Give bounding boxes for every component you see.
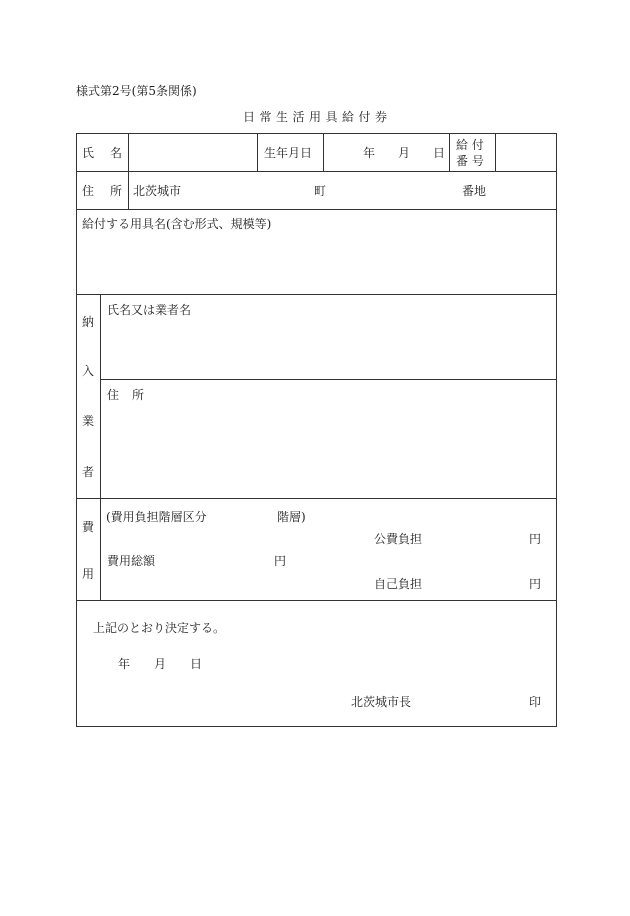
banchi-suffix: 番地 [462, 184, 487, 198]
public-burden-unit: 円 [529, 532, 542, 546]
address-label-1: 住 [82, 184, 95, 198]
mayor-title: 北茨城市長 [351, 695, 412, 709]
vendor-side-char-1: 納 [82, 315, 95, 329]
birth-value-divider [323, 133, 324, 171]
vendor-address-label-2: 所 [132, 388, 145, 402]
cost-bracket-label: (費用負担階層区分 [106, 510, 207, 524]
city-name: 北茨城市 [133, 184, 182, 198]
vendor-name-label: 氏名又は業者名 [107, 303, 192, 317]
total-cost-unit: 円 [274, 554, 287, 568]
row-divider-4 [76, 498, 557, 499]
cost-side-char-2: 用 [82, 567, 95, 581]
birth-label: 生年月日 [264, 146, 313, 160]
birth-col-divider [257, 133, 258, 171]
seal-mark: 印 [529, 695, 542, 709]
self-burden-label: 自己負担 [374, 577, 423, 591]
address-label-2: 所 [110, 184, 123, 198]
vendor-side-char-3: 業 [82, 414, 95, 428]
decision-year: 年 [118, 657, 131, 671]
self-burden-unit: 円 [529, 577, 542, 591]
public-burden-label: 公費負担 [374, 532, 423, 546]
town-suffix: 町 [314, 184, 327, 198]
birth-year: 年 [363, 146, 376, 160]
row-divider-2 [76, 209, 557, 210]
row-divider-5 [76, 600, 557, 601]
number-label-1: 給 付 [456, 138, 484, 152]
row-divider-3 [76, 294, 557, 295]
cost-bracket-close: 階層) [277, 510, 306, 524]
vendor-address-label-1: 住 [107, 388, 120, 402]
decision-statement: 上記のとおり決定する。 [93, 621, 226, 635]
total-cost-label: 費用総額 [107, 554, 156, 568]
vendor-side-char-4: 者 [82, 465, 95, 479]
name-label-1: 氏 [82, 146, 95, 160]
vendor-side-char-2: 入 [82, 364, 95, 378]
birth-month: 月 [398, 146, 411, 160]
name-col-divider [128, 133, 129, 171]
number-col-divider [449, 133, 450, 171]
side-col-divider [100, 294, 101, 600]
row-divider-1 [76, 171, 557, 172]
decision-day: 日 [190, 657, 203, 671]
name-label-2: 名 [110, 146, 123, 160]
vendor-inner-divider [100, 379, 557, 380]
item-name-label: 給付する用具名(含む形式、規模等) [82, 217, 272, 231]
birth-day: 日 [433, 146, 446, 160]
cost-side-char-1: 費 [82, 520, 95, 534]
form-reference: 様式第2号(第5条関係) [76, 84, 197, 98]
form-title: 日常生活用具給付券 [243, 110, 392, 124]
decision-month: 月 [154, 657, 167, 671]
number-label-2: 番 号 [456, 154, 484, 168]
addr-col-divider [128, 171, 129, 209]
number-value-divider [495, 133, 496, 171]
